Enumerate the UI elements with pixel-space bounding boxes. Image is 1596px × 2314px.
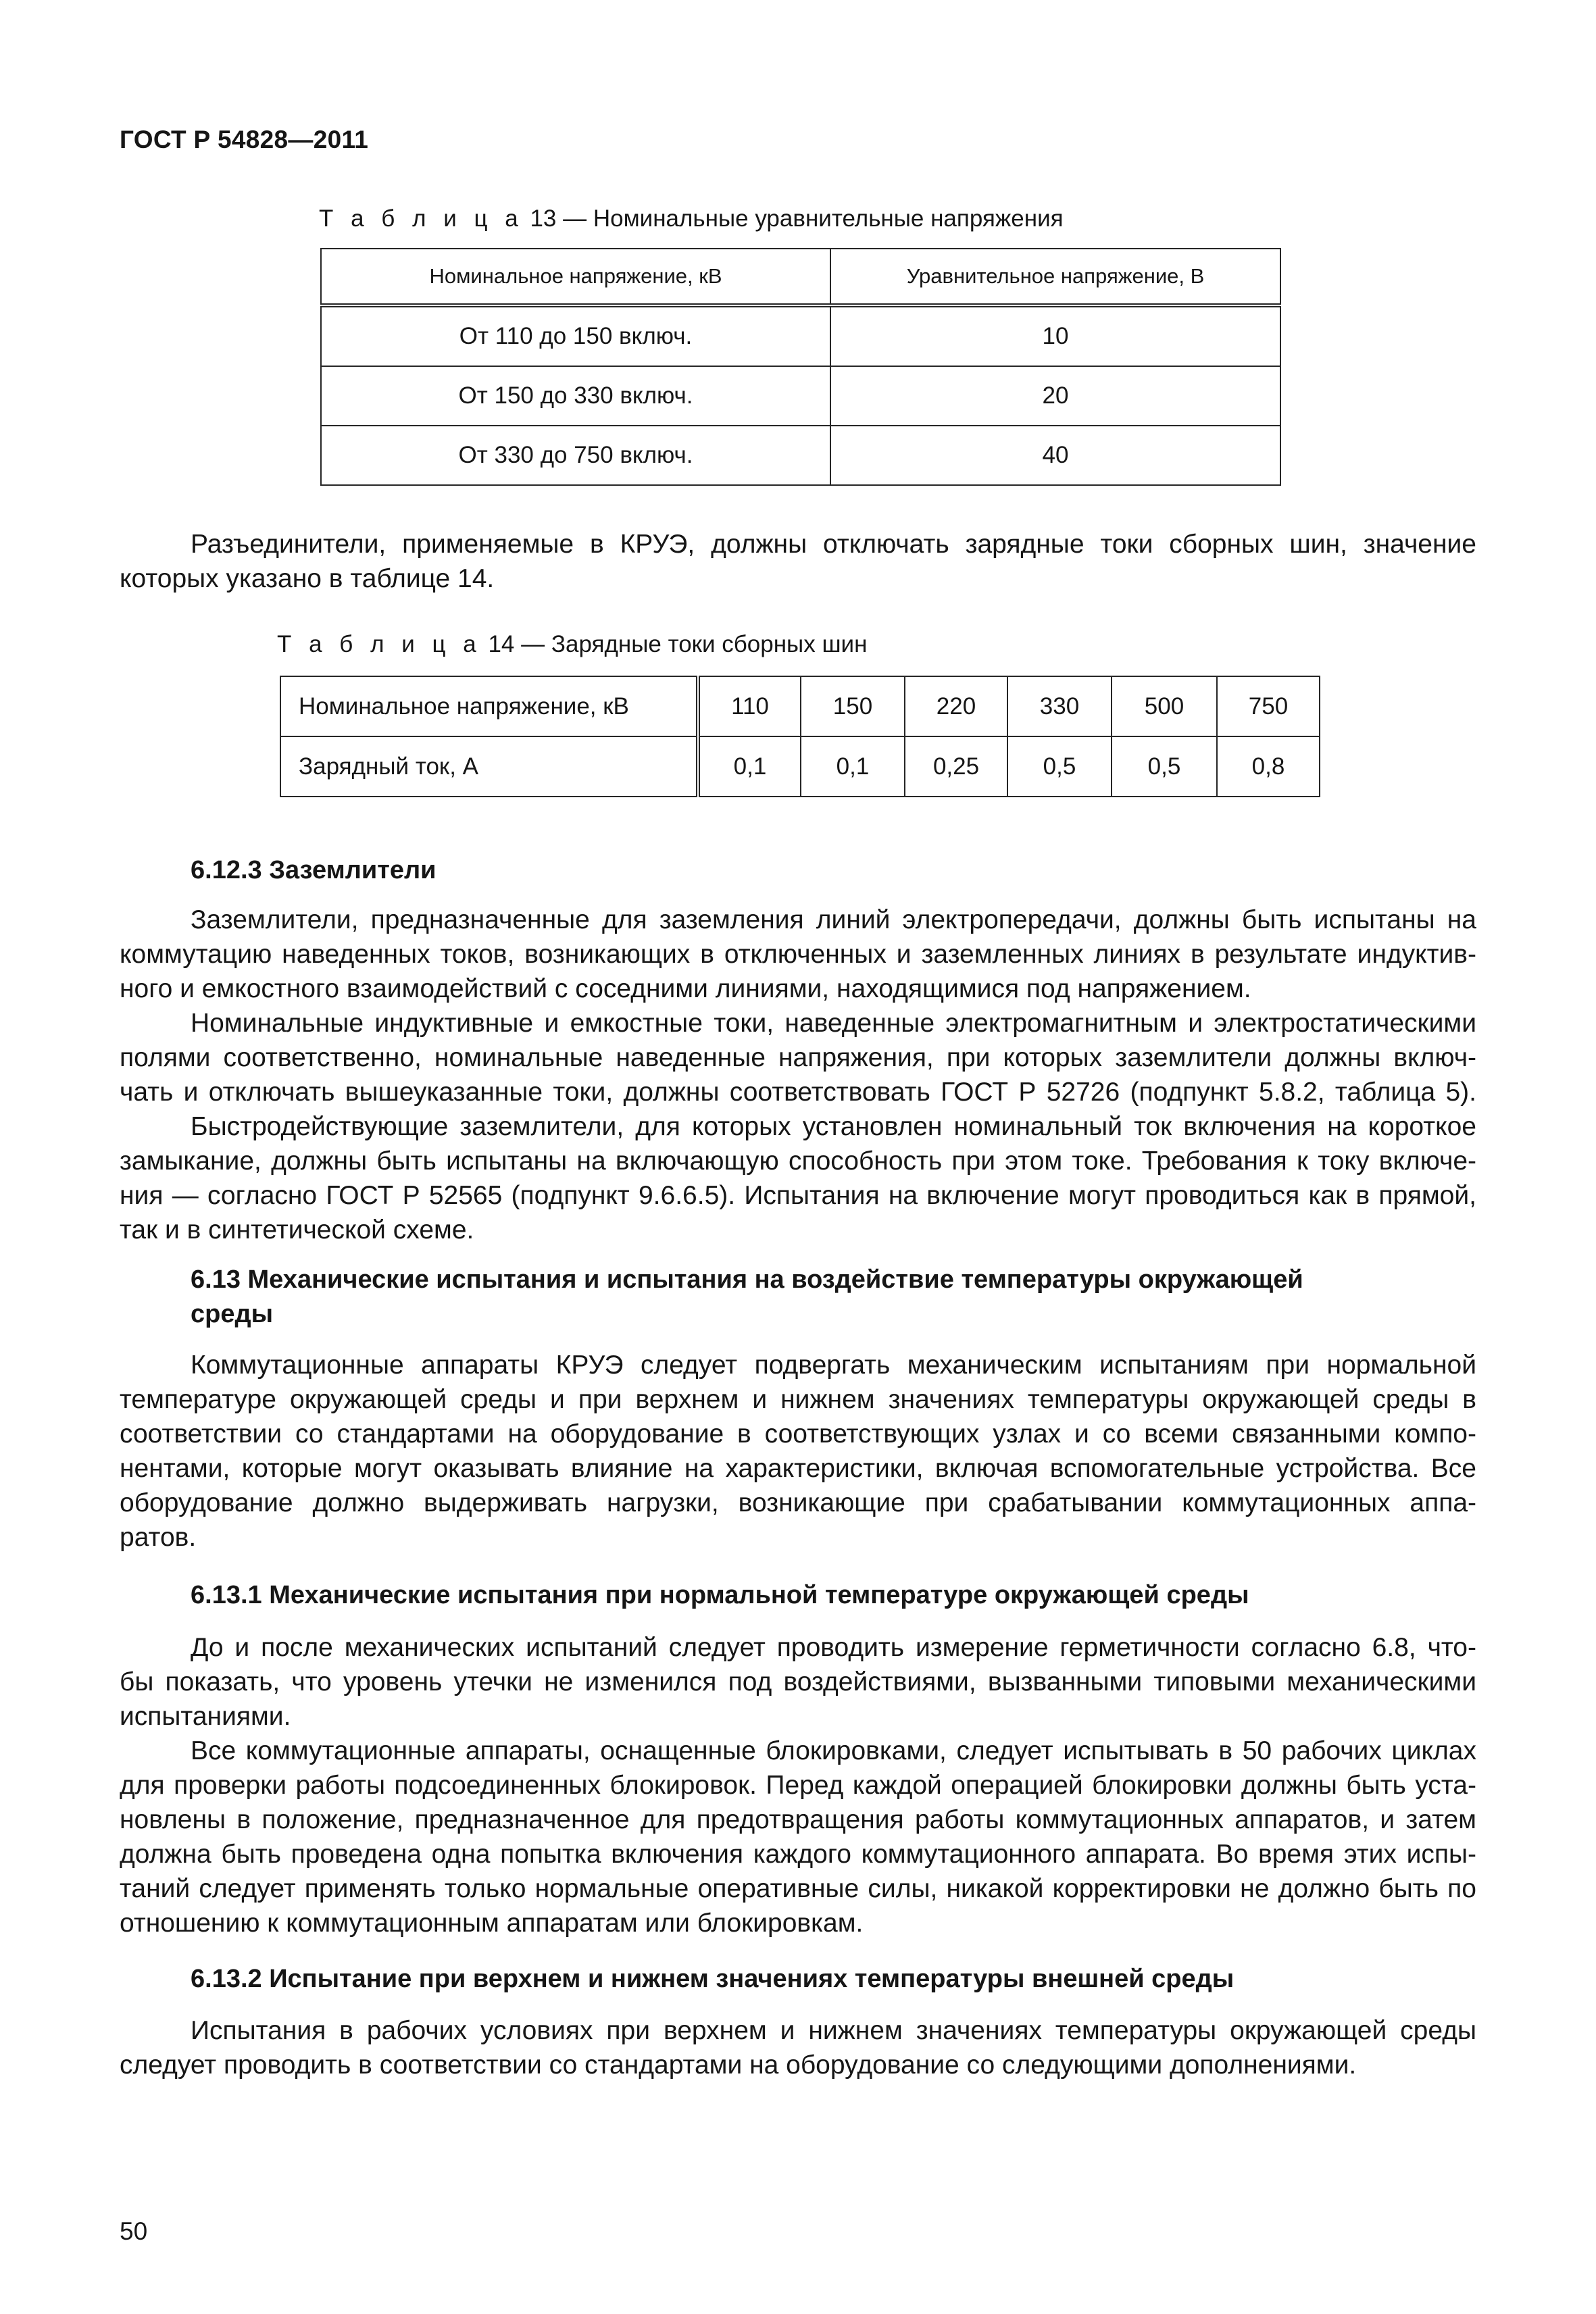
table-14-cell: 500 — [1112, 676, 1217, 736]
text-line: Номинальные индуктивные и емкостные токи, наведенные электромагнитным и электростатическими — [191, 1009, 1476, 1038]
paragraph-6-12-3-p1 — [120, 903, 1476, 1006]
section-heading-6-13: 6.13 Механические испытания и испытания на воздействие температуры окружающей — [191, 1265, 1303, 1294]
section-heading-6-12-3: 6.12.3 Заземлители — [191, 856, 437, 884]
table-14-caption — [277, 631, 867, 658]
table-13-caption-text: 13 — Номинальные уравнительные напряжения — [523, 205, 1064, 232]
table-13-row — [321, 366, 1280, 426]
paragraph-6-13-2-p1 — [120, 2013, 1476, 2082]
table-14-cell: 110 — [698, 676, 801, 736]
table-13-cell: 40 — [830, 426, 1280, 485]
text-line: ния — согласно ГОСТ Р 52565 (подпункт 9.6.6.5). Испытания на включение могут проводиться как в прямой, — [120, 1181, 1476, 1210]
table-13-cell: От 110 до 150 включ. — [321, 305, 830, 366]
table-13-header-cell: Уравнительное напряжение, В — [830, 249, 1280, 305]
table-14 — [280, 676, 1320, 797]
text-line: соответствии со стандартами на оборудование в соответствующих узлах и со всеми связанными компо- — [120, 1419, 1476, 1449]
text-line: коммутацию наведенных токов, возникающих в отключенных и заземленных линиях в результате индуктив- — [120, 940, 1476, 969]
table-14-cell: 220 — [905, 676, 1007, 736]
text-line: отношению к коммутационным аппаратам или блокировкам. — [120, 1909, 864, 1938]
paragraph-6-12-3-p3 — [120, 1109, 1476, 1247]
table-14-cell: 0,8 — [1217, 736, 1320, 797]
text-line: полями соответственно, номинальные наведенные напряжения, при которых заземлители должны включ- — [120, 1043, 1476, 1072]
text-line: новлены в положение, предназначенное для предотвращения работы коммутационных аппаратов, и затем — [120, 1805, 1476, 1834]
text-line: для проверки работы подсоединенных блокировок. Перед каждой операцией блокировки должны быть уста- — [120, 1771, 1476, 1800]
text-line: Заземлители, предназначенные для заземления линий электропередачи, должны быть испытаны на — [191, 905, 1476, 934]
section-heading-6-13-2: 6.13.2 Испытание при верхнем и нижнем значениях температуры внешней среды — [191, 1965, 1235, 1993]
text-line: ратов. — [120, 1523, 197, 1552]
table-13-caption-prefix: Т а б л и ц а — [319, 205, 524, 232]
paragraph-6-13-p1 — [120, 1348, 1476, 1555]
table-13-cell: От 150 до 330 включ. — [321, 366, 830, 426]
text-line: чать и отключать вышеуказанные токи, должны соответствовать ГОСТ Р 52726 (подпункт 5.8.2, таблица 5). — [120, 1078, 1476, 1107]
document-header: ГОСТ Р 54828—2011 — [120, 126, 369, 153]
paragraph-6-13-1-p1 — [120, 1630, 1476, 1734]
page-number: 50 — [120, 2217, 148, 2245]
text-line: нентами, которые могут оказывать влияние на характеристики, включая вспомогательные устройства. Все — [120, 1454, 1476, 1483]
text-line: замыкание, должны быть испытаны на включающую способность при этом токе. Требования к току включе- — [120, 1147, 1476, 1176]
text-line: Быстродействующие заземлители, для которых установлен номинальный ток включения на короткое — [191, 1112, 1476, 1141]
section-heading-6-13-continued: среды — [191, 1300, 274, 1328]
text-line: оборудование должно выдерживать нагрузки, возникающие при срабатывании коммутационных аппа- — [120, 1488, 1476, 1517]
text-line: таний следует применять только нормальные оперативные силы, никакой корректировки не должно быть по — [120, 1874, 1476, 1903]
table-13 — [320, 248, 1281, 486]
table-14-cell: 750 — [1217, 676, 1320, 736]
text-line: следует проводить в соответствии со стандартами на оборудование со следующими дополнениями. — [120, 2051, 1357, 2080]
table-14-row — [280, 676, 1320, 736]
table-14-cell: 150 — [801, 676, 905, 736]
table-14-row-label: Номинальное напряжение, кВ — [280, 676, 698, 736]
table-14-cell: 0,1 — [801, 736, 905, 797]
text-line: ного и емкостного взаимодействий с соседними линиями, находящимися под напряжением. — [120, 974, 1251, 1003]
paragraph-disconnectors — [120, 527, 1476, 596]
text-line: Коммутационные аппараты КРУЭ следует подвергать механическим испытаниям при нормальной — [191, 1351, 1476, 1380]
table-14-caption-text: 14 — Зарядные токи сборных шин — [481, 631, 868, 657]
text-line: которых указано в таблице 14. — [120, 564, 495, 593]
paragraph-6-12-3-p2 — [120, 1006, 1476, 1109]
text-line: испытаниями. — [120, 1702, 291, 1731]
table-13-header-cell: Номинальное напряжение, кВ — [321, 249, 830, 305]
section-heading-6-13-1: 6.13.1 Механические испытания при нормальной температуре окружающей среды — [191, 1581, 1249, 1609]
text-line: должна быть проведена одна попытка включения каждого коммутационного аппарата. Во время этих испы- — [120, 1840, 1476, 1869]
table-13-row — [321, 426, 1280, 485]
table-14-cell: 0,25 — [905, 736, 1007, 797]
table-14-cell: 330 — [1007, 676, 1112, 736]
table-14-row-label: Зарядный ток, А — [280, 736, 698, 797]
table-13-caption — [319, 205, 1064, 232]
text-line: До и после механических испытаний следует проводить измерение герметичности согласно 6.8, что- — [191, 1633, 1476, 1662]
table-14-cell: 0,1 — [698, 736, 801, 797]
paragraph-6-13-1-p2 — [120, 1734, 1476, 1940]
table-14-cell: 0,5 — [1007, 736, 1112, 797]
table-13-cell: 10 — [830, 305, 1280, 366]
table-13-header-row — [321, 249, 1280, 305]
text-line: Испытания в рабочих условиях при верхнем и нижнем значениях температуры окружающей среды — [191, 2016, 1476, 2045]
text-line: температуре окружающей среды и при верхнем и нижнем значениях температуры окружающей среды в — [120, 1385, 1476, 1414]
table-14-caption-prefix: Т а б л и ц а — [277, 631, 482, 657]
table-13-cell: 20 — [830, 366, 1280, 426]
table-13-row — [321, 305, 1280, 366]
table-14-cell: 0,5 — [1112, 736, 1217, 797]
text-line: так и в синтетической схеме. — [120, 1215, 474, 1244]
table-14-row — [280, 736, 1320, 797]
text-line: бы показать, что уровень утечки не изменился под воздействиями, вызванными типовыми механическими — [120, 1667, 1476, 1696]
text-line: Разъединители, применяемые в КРУЭ, должны отключать зарядные токи сборных шин, значение — [191, 530, 1476, 559]
text-line: Все коммутационные аппараты, оснащенные блокировками, следует испытывать в 50 рабочих циклах — [191, 1736, 1476, 1765]
table-13-cell: От 330 до 750 включ. — [321, 426, 830, 485]
